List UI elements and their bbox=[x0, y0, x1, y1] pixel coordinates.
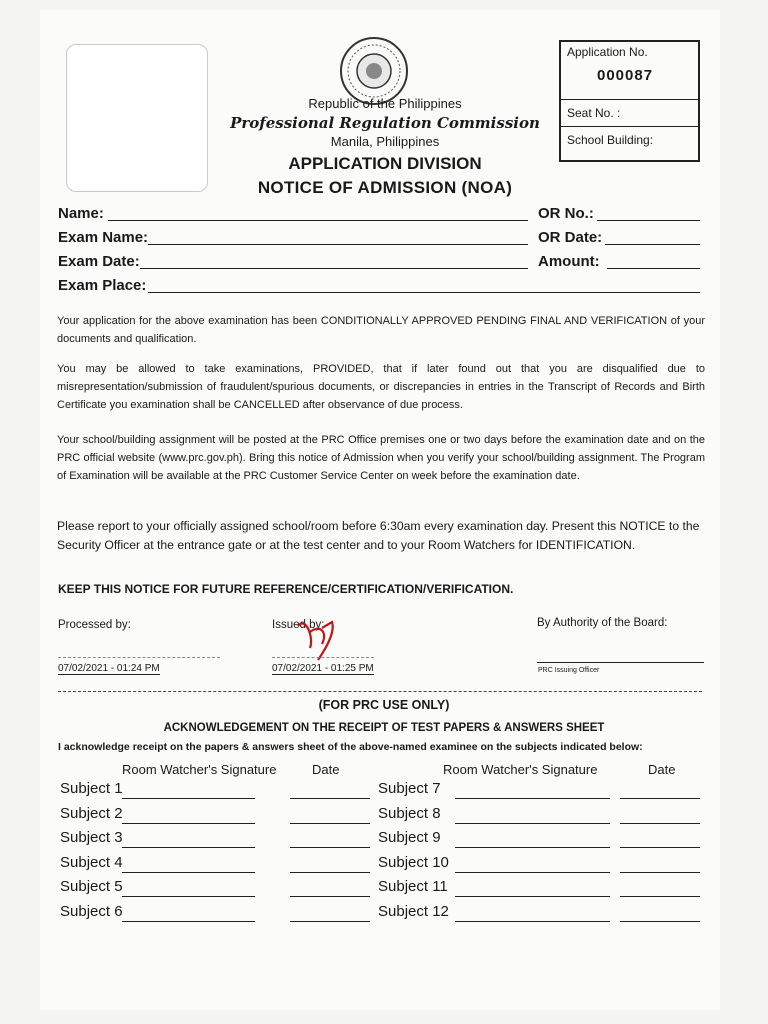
cut-line bbox=[58, 691, 702, 692]
name-label: Name: bbox=[58, 205, 104, 222]
subject-label: Subject 6 bbox=[60, 902, 123, 920]
watcher-signature-line[interactable] bbox=[122, 798, 255, 799]
watcher-signature-line[interactable] bbox=[122, 921, 255, 922]
photo-box bbox=[66, 44, 208, 192]
subject-label: Subject 11 bbox=[378, 878, 448, 895]
amount-label: Amount: bbox=[538, 253, 600, 270]
ack-text: I acknowledge receipt on the papers & answers sheet of the above-named examinee on the subjects indicated below: bbox=[58, 741, 643, 753]
watcher-signature-line[interactable] bbox=[122, 896, 255, 897]
exam-place-line[interactable] bbox=[148, 292, 700, 293]
watcher-signature-line[interactable] bbox=[455, 847, 610, 848]
subject-label: Subject 7 bbox=[378, 780, 441, 797]
authority-line[interactable] bbox=[537, 662, 704, 663]
subject-label: Subject 4 bbox=[60, 853, 123, 871]
watcher-signature-line[interactable] bbox=[122, 847, 255, 848]
app-no-value: 000087 bbox=[597, 67, 654, 84]
app-no-label: Application No. bbox=[567, 45, 648, 59]
header-city: Manila, Philippines bbox=[330, 134, 440, 149]
name-line[interactable] bbox=[108, 220, 528, 221]
paragraph-conditions: You may be allowed to take examinations, PROVIDED, that if later found out that you are disqualified due to misrepresentation/submission of fraudulent/spurious documents, or discrepancies in entries in the Transcript of Records and Birth Certificate you examination shall be CANCELLED after observance of due process. bbox=[57, 363, 705, 411]
date-line[interactable] bbox=[620, 896, 700, 897]
date-line[interactable] bbox=[290, 798, 370, 799]
school-label: School Building: bbox=[567, 133, 654, 147]
paragraph-approval: Your application for the above examination has been CONDITIONALLY APPROVED PENDING FINAL AND VERIFICATION of your documents and qualification. bbox=[57, 315, 705, 345]
col-signature-right: Room Watcher's Signature bbox=[443, 762, 598, 777]
header-division: APPLICATION DIVISION bbox=[288, 154, 482, 173]
exam-name-label: Exam Name: bbox=[58, 229, 149, 246]
issued-by-label: Issued by: bbox=[272, 619, 325, 631]
paragraph-report: Please report to your officially assigned school/room before 6:30am every examination day. Present this NOTICE to the Security Officer at the entrance gate or at the test center and to your Room Watchers for IDENTIFICATION. bbox=[57, 519, 700, 552]
exam-date-line[interactable] bbox=[140, 268, 528, 269]
date-line[interactable] bbox=[290, 921, 370, 922]
date-line[interactable] bbox=[290, 896, 370, 897]
subject-label: Subject 9 bbox=[378, 829, 441, 846]
exam-name-line[interactable] bbox=[148, 244, 528, 245]
col-date-left: Date bbox=[312, 762, 340, 777]
watcher-signature-line[interactable] bbox=[455, 798, 610, 799]
subject-label: Subject 12 bbox=[378, 902, 449, 920]
processed-name-redacted bbox=[58, 657, 220, 658]
subject-label: Subject 8 bbox=[378, 804, 441, 822]
keep-notice: KEEP THIS NOTICE FOR FUTURE REFERENCE/CERTIFICATION/VERIFICATION. bbox=[58, 582, 514, 596]
col-signature-left: Room Watcher's Signature bbox=[122, 762, 277, 777]
header-republic: Republic of the Philippines bbox=[308, 96, 462, 111]
ack-title: ACKNOWLEDGEMENT ON THE RECEIPT OF TEST PAPERS & ANSWERS SHEET bbox=[163, 722, 605, 734]
date-line[interactable] bbox=[620, 823, 700, 824]
date-line[interactable] bbox=[620, 847, 700, 848]
watcher-signature-line[interactable] bbox=[455, 921, 610, 922]
subject-label: Subject 5 bbox=[60, 878, 123, 895]
watcher-signature-line[interactable] bbox=[455, 896, 610, 897]
subject-label: Subject 10 bbox=[378, 853, 449, 871]
or-no-label: OR No.: bbox=[538, 205, 594, 222]
or-date-line[interactable] bbox=[605, 244, 700, 245]
school-building-cell bbox=[561, 127, 698, 158]
subject-label: Subject 1 bbox=[60, 780, 123, 797]
officer-label: PRC Issuing Officer bbox=[538, 667, 600, 674]
watcher-signature-line[interactable] bbox=[455, 872, 610, 873]
seat-label: Seat No. : bbox=[567, 106, 621, 120]
header-commission: Professional Regulation Commission bbox=[230, 114, 540, 132]
date-line[interactable] bbox=[290, 872, 370, 873]
amount-line[interactable] bbox=[607, 268, 700, 269]
seat-no-cell bbox=[561, 100, 698, 127]
app-no-cell bbox=[561, 42, 698, 100]
issued-name-redacted bbox=[272, 657, 374, 658]
authority-label: By Authority of the Board: bbox=[537, 617, 668, 629]
processed-by-label: Processed by: bbox=[58, 619, 131, 631]
exam-date-label: Exam Date: bbox=[58, 253, 140, 270]
issued-time: 07/02/2021 - 01:25 PM bbox=[272, 663, 374, 674]
date-line[interactable] bbox=[290, 823, 370, 824]
watcher-signature-line[interactable] bbox=[455, 823, 610, 824]
paragraph-assignment: Your school/building assignment will be posted at the PRC Office premises one or two days before the examination date and on the PRC official website (www.prc.gov.ph). Bring this notice of Admission when you verify your school/building assignment. The Program of Examination will be available at the PRC Customer Service Center on week before the examination date. bbox=[57, 434, 705, 482]
date-line[interactable] bbox=[620, 798, 700, 799]
subject-label: Subject 2 bbox=[60, 804, 123, 822]
exam-place-label: Exam Place: bbox=[58, 277, 147, 294]
processed-time: 07/02/2021 - 01:24 PM bbox=[58, 663, 160, 674]
date-line[interactable] bbox=[620, 872, 700, 873]
or-no-line[interactable] bbox=[597, 220, 700, 221]
watcher-signature-line[interactable] bbox=[122, 823, 255, 824]
col-date-right: Date bbox=[648, 762, 676, 777]
application-box bbox=[559, 40, 700, 162]
or-date-label: OR Date: bbox=[538, 229, 603, 246]
date-line[interactable] bbox=[290, 847, 370, 848]
watcher-signature-line[interactable] bbox=[122, 872, 255, 873]
prc-use-title: (FOR PRC USE ONLY) bbox=[318, 698, 450, 712]
date-line[interactable] bbox=[620, 921, 700, 922]
notice-title: NOTICE OF ADMISSION (NOA) bbox=[257, 178, 513, 197]
subject-label: Subject 3 bbox=[60, 829, 123, 846]
